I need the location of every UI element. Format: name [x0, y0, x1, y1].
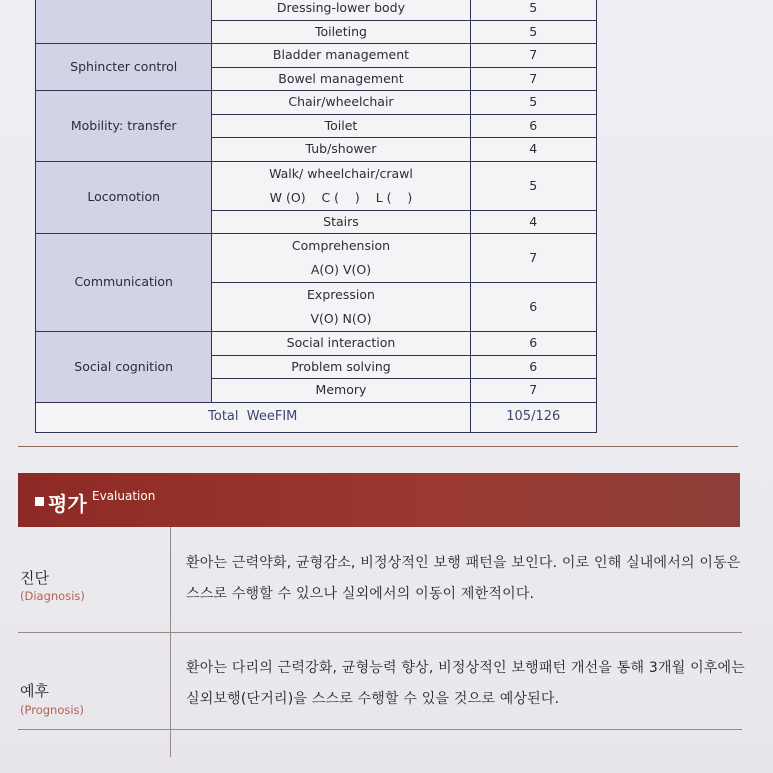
category-cell: Sphincter control: [36, 44, 212, 91]
score-cell: 5: [470, 21, 596, 44]
item-cell: Problem solving: [212, 356, 470, 379]
score-cell: 5: [470, 91, 596, 115]
table-row: [36, 332, 597, 356]
prognosis-label-en: (Prognosis): [20, 703, 85, 717]
item-cell: Chair/wheelchair: [212, 91, 470, 115]
item-cell: Toileting: [212, 21, 470, 44]
item-label: Comprehension: [291, 238, 391, 253]
score-cell: 7: [470, 379, 596, 403]
item-cell: Stairs: [212, 211, 470, 234]
diagnosis-text: [186, 548, 746, 610]
score-cell: 7: [470, 234, 596, 283]
item-cell: Tub/shower: [212, 138, 470, 162]
score-cell: 6: [470, 283, 596, 332]
category-cell: Locomotion: [36, 162, 212, 234]
table-row: [36, 162, 597, 211]
column-divider: [170, 527, 171, 757]
category-cell: Mobility: transfer: [36, 91, 212, 162]
score-cell: 7: [470, 44, 596, 68]
text-line: 스스로 수행할 수 있으나 실외에서의 이동이 제한적이다.: [186, 586, 535, 602]
total-label: Total WeeFIM: [36, 403, 471, 433]
diagnosis-label: 진단: [20, 569, 49, 587]
score-cell: 6: [470, 332, 596, 356]
evaluation-header-bar: [18, 473, 740, 527]
score-cell: 4: [470, 211, 596, 234]
table-row: [36, 44, 597, 68]
table-row: [36, 234, 597, 283]
text-line: 환아는 다리의 근력강화, 균형능력 향상, 비정상적인 보행패턴 개선을 통해 3개월 이후에는: [186, 660, 745, 676]
row-divider: [18, 729, 742, 730]
bullet-square-icon: [35, 497, 44, 506]
category-cell: Social cognition: [36, 332, 212, 403]
item-sublabel: V(O) N(O): [310, 311, 372, 326]
section-divider: [18, 446, 738, 447]
score-cell: 7: [470, 68, 596, 91]
category-cell-self-care: [36, 0, 212, 44]
text-line: 환아는 근력약화, 균형감소, 비정상적인 보행 패턴을 보인다. 이로 인해 실내에서의 이동은: [186, 555, 741, 571]
item-sublabel: A(O) V(O): [310, 262, 372, 277]
evaluation-title-en: Evaluation: [92, 489, 156, 503]
prognosis-label: 예후: [20, 682, 49, 700]
total-row: [36, 403, 597, 433]
item-cell: Toilet: [212, 115, 470, 138]
item-cell: [212, 162, 470, 211]
score-cell: 6: [470, 115, 596, 138]
item-cell: [212, 234, 470, 283]
item-label: Expression: [307, 287, 375, 302]
score-cell: 4: [470, 138, 596, 162]
weefim-table: [35, 0, 597, 433]
item-cell: Bowel management: [212, 68, 470, 91]
score-cell: 6: [470, 356, 596, 379]
score-cell: 5: [470, 162, 596, 211]
table-row: [36, 0, 597, 21]
table-row: [36, 91, 597, 115]
item-cell: Dressing-lower body: [212, 0, 470, 21]
total-value: 105/126: [470, 403, 596, 433]
item-sublabel: W (O) C ( ) L ( ): [269, 190, 413, 205]
item-cell: Bladder management: [212, 44, 470, 68]
item-cell: Social interaction: [212, 332, 470, 356]
item-cell: [212, 283, 470, 332]
evaluation-title-ko: 평가: [48, 492, 87, 516]
category-cell: Communication: [36, 234, 212, 332]
item-cell: Memory: [212, 379, 470, 403]
score-cell: 5: [470, 0, 596, 21]
row-divider: [18, 632, 742, 633]
prognosis-text: [186, 653, 746, 715]
item-label: Walk/ wheelchair/crawl: [269, 166, 413, 181]
text-line: 실외보행(단거리)을 스스로 수행할 수 있을 것으로 예상된다.: [186, 691, 560, 707]
diagnosis-label-en: (Diagnosis): [20, 589, 85, 603]
